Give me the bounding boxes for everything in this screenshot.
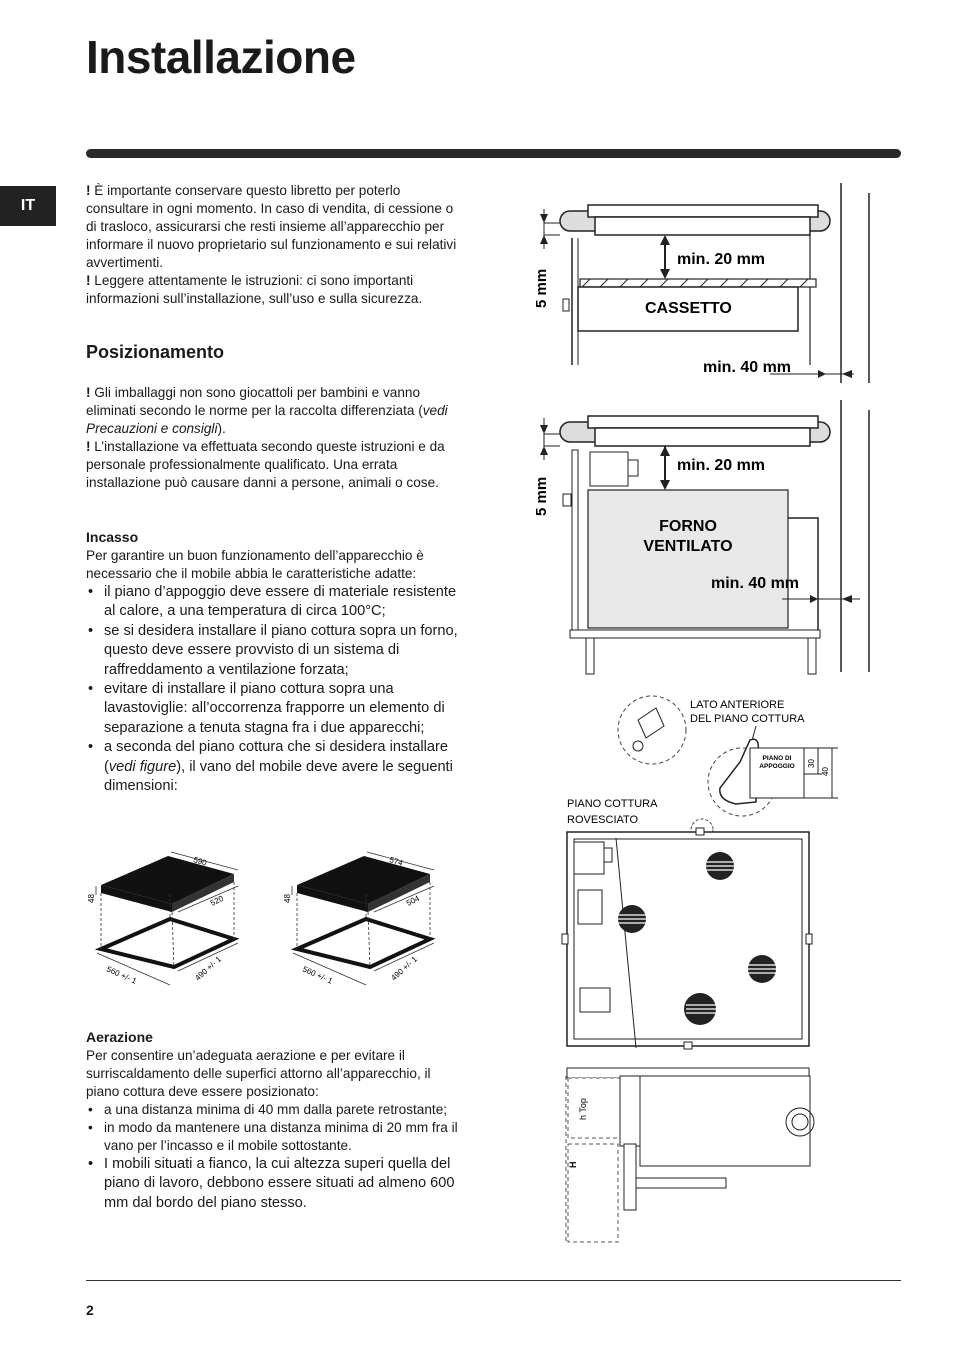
svg-text:48: 48 <box>283 894 292 903</box>
drawer-clearance-diagram <box>520 183 900 388</box>
svg-text:574: 574 <box>388 855 404 868</box>
aerazione-section <box>86 1047 466 1213</box>
title-rule <box>86 149 901 158</box>
list-item: • evitare di installare il piano cottura sopra una lavastoviglie: all’occorrenza frapporre un elemento di separazione a tenuta stagna fra i due apparecchi; <box>86 680 466 738</box>
svg-text:CASSETTO: CASSETTO <box>645 300 732 317</box>
svg-text:590: 590 <box>192 855 208 868</box>
intro-paragraph-1: ! È importante conservare questo libretto per poterlo consultare in ogni momento. In caso di vendita, di cessione o di trasloco, assicurarsi che resti insieme all’apparecchio per informare il nuovo proprietario sul funzionamento e sui relativi avvertimenti. <box>86 183 457 270</box>
svg-text:H: H <box>568 1161 578 1168</box>
svg-text:490 +/- 1: 490 +/- 1 <box>389 954 419 983</box>
hob-cutout-drawing-1 <box>87 852 238 986</box>
subheading-incasso: Incasso <box>86 529 139 545</box>
intro-section <box>86 182 466 308</box>
aerazione-list <box>86 1101 466 1213</box>
list-item: • I mobili situati a fianco, la cui altezza superi quella del piano di lavoro, debbono essere situati ad almeno 600 mm dal bordo del piano stesso. <box>86 1155 466 1213</box>
svg-text:520: 520 <box>208 893 225 908</box>
svg-text:560 +/- 1: 560 +/- 1 <box>301 964 334 986</box>
list-item: • in modo da mantenere una distanza minima di 20 mm fra il vano per l’incasso e il mobile sottostante. <box>86 1119 466 1155</box>
list-item: • a seconda del piano cottura che si desidera installare (vedi figure), il vano del mobile deve avere le seguenti dimensioni: <box>86 738 466 796</box>
svg-text:490 +/- 1: 490 +/- 1 <box>193 954 223 983</box>
section-heading-positioning: Posizionamento <box>86 342 225 362</box>
list-item: • a una distanza minima di 40 mm dalla parete retrostante; <box>86 1101 466 1119</box>
list-item: • il piano d’appoggio deve essere di materiale resistente al calore, a una temperatura di circa 100°C; <box>86 583 466 622</box>
svg-text:5 mm: 5 mm <box>533 268 550 308</box>
svg-text:PIANO DI: PIANO DI <box>762 755 792 762</box>
svg-text:APPOGGIO: APPOGGIO <box>759 763 795 770</box>
page-number: 2 <box>86 1302 94 1318</box>
svg-text:48: 48 <box>87 894 96 903</box>
svg-text:DEL PIANO COTTURA: DEL PIANO COTTURA <box>690 713 805 725</box>
svg-text:min. 20 mm: min. 20 mm <box>677 251 766 268</box>
subheading-aerazione: Aerazione <box>86 1029 153 1045</box>
svg-text:VENTILATO: VENTILATO <box>643 538 733 555</box>
svg-text:504: 504 <box>404 893 421 908</box>
hob-cutout-drawing-2 <box>283 852 434 986</box>
incasso-section <box>86 547 466 796</box>
svg-text:FORNO: FORNO <box>659 518 717 535</box>
svg-text:min. 40 mm: min. 40 mm <box>703 359 792 376</box>
oven-clearance-diagram <box>520 400 900 678</box>
bracket-installation-diagram <box>560 692 850 1244</box>
svg-text:LATO ANTERIORE: LATO ANTERIORE <box>690 699 785 711</box>
svg-text:ROVESCIATO: ROVESCIATO <box>567 814 639 826</box>
list-item: • se si desidera installare il piano cottura sopra un forno, questo deve essere provvisto di un sistema di raffreddamento a ventilazione forzata; <box>86 622 466 680</box>
svg-text:40: 40 <box>821 767 830 776</box>
positioning-paragraph-2: ! L’installazione va effettuata secondo queste istruzioni e da personale professionalmente qualificato. Una errata installazione può causare danni a persone, animali o cose. <box>86 439 445 490</box>
language-tab: IT <box>0 186 56 226</box>
positioning-section <box>86 384 466 492</box>
svg-text:5 mm: 5 mm <box>533 476 550 516</box>
incasso-list <box>86 583 466 796</box>
svg-text:min. 40 mm: min. 40 mm <box>711 575 800 592</box>
cutout-dimension-drawings <box>86 846 466 1010</box>
positioning-paragraph-1: ! Gli imballaggi non sono giocattoli per bambini e vanno eliminati secondo le norme per la raccolta differenziata (vedi Precauzioni e consigli). <box>86 385 448 436</box>
page-title: Installazione <box>86 31 356 83</box>
svg-text:min. 20 mm: min. 20 mm <box>677 457 766 474</box>
aerazione-intro: Per consentire un’adeguata aerazione e per evitare il surriscaldamento delle superfici attorno all’apparecchio, il piano cottura deve essere posizionato: <box>86 1048 431 1099</box>
svg-text:30: 30 <box>807 759 816 768</box>
intro-paragraph-2: ! Leggere attentamente le istruzioni: ci sono importanti informazioni sull’installazione, sull’uso e sulla sicurezza. <box>86 273 423 306</box>
svg-text:560 +/- 1: 560 +/- 1 <box>105 964 138 986</box>
incasso-intro: Per garantire un buon funzionamento dell’apparecchio è necessario che il mobile abbia le caratteristiche adatte: <box>86 548 424 581</box>
footer-rule <box>86 1280 901 1281</box>
svg-text:h Top: h Top <box>578 1098 588 1120</box>
svg-text:PIANO COTTURA: PIANO COTTURA <box>567 798 658 810</box>
